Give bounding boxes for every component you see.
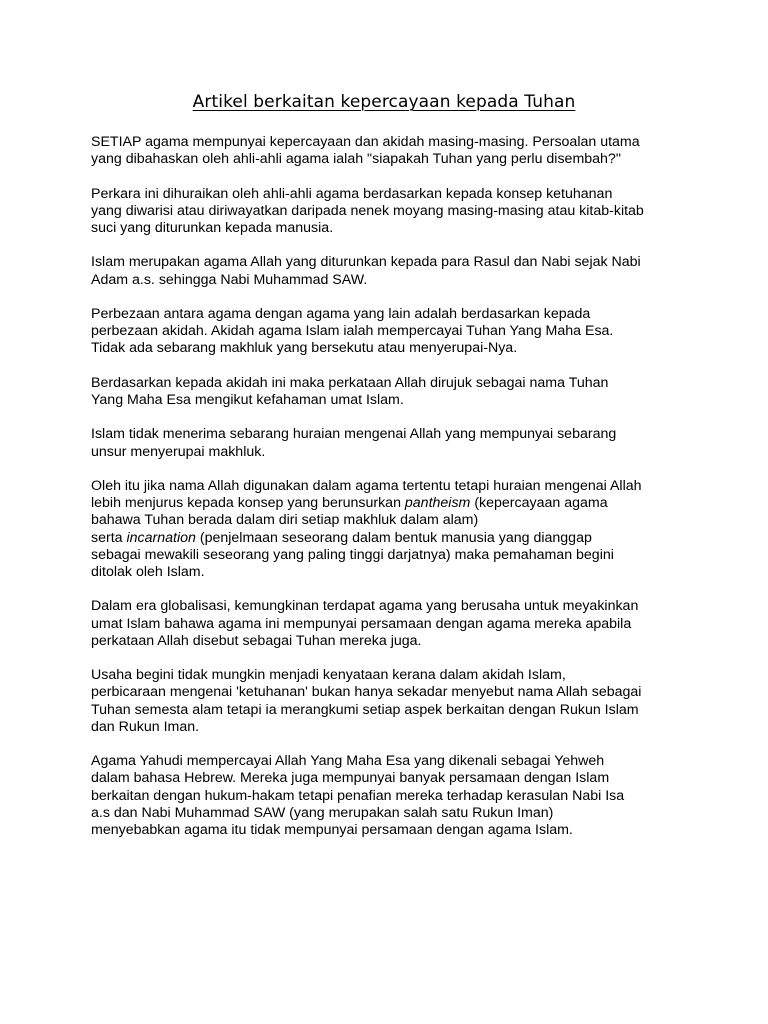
text-line: berkaitan dengan hukum-hakam tetapi penafian mereka terhadap kerasulan Nabi Isa <box>91 787 625 804</box>
paragraph-2 <box>91 186 691 238</box>
text-line: Perkara ini dihuraikan oleh ahli-ahli agama berdasarkan kepada konsep ketuhanan <box>91 185 613 202</box>
text-run: (penjelmaan seseorang dalam bentuk manusia yang dianggap <box>195 529 592 546</box>
text-run: serta <box>91 529 127 546</box>
text-line <box>91 530 691 547</box>
document-title: Artikel berkaitan kepercayaan kepada Tuhan <box>192 92 576 112</box>
document-body <box>91 134 691 856</box>
italic-term-incarnation: incarnation <box>126 529 196 546</box>
text-run: lebih menjurus kepada konsep yang berunsurkan <box>91 495 405 512</box>
text-run: (kepercayaan agama <box>470 495 608 512</box>
text-line: Perbezaan antara agama dengan agama yang lain adalah berdasarkan kepada <box>91 305 591 322</box>
text-line: unsur menyerupai makhluk. <box>91 443 266 460</box>
text-line: dalam bahasa Hebrew. Mereka juga mempunyai banyak persamaan dengan Islam <box>91 770 610 787</box>
text-line: perbicaraan mengenai 'ketuhanan' bukan hanya sekadar menyebut nama Allah sebagai <box>91 684 642 701</box>
paragraph-4 <box>91 306 691 358</box>
text-line: yang dibahaskan oleh ahli-ahli agama ialah "siapakah Tuhan yang perlu disembah?" <box>91 151 621 168</box>
paragraph-8 <box>91 598 691 650</box>
text-line: Islam merupakan agama Allah yang diturunkan kepada para Rasul dan Nabi sejak Nabi <box>91 254 641 271</box>
text-line: perbezaan akidah. Akidah agama Islam ialah mempercayai Tuhan Yang Maha Esa. <box>91 323 614 340</box>
text-line: Oleh itu jika nama Allah digunakan dalam agama tertentu tetapi huraian mengenai Allah <box>91 477 642 494</box>
text-line: umat Islam bahawa agama ini mempunyai persamaan dengan agama mereka apabila <box>91 615 632 632</box>
paragraph-9 <box>91 667 691 736</box>
text-line: yang diwarisi atau diriwayatkan daripada nenek moyang masing-masing atau kitab-kitab <box>91 202 644 219</box>
text-line: ditolak oleh Islam. <box>91 563 205 580</box>
paragraph-1 <box>91 134 691 168</box>
text-line: Berdasarkan kepada akidah ini maka perkataan Allah dirujuk sebagai nama Tuhan <box>91 374 609 391</box>
text-line: dan Rukun Iman. <box>91 718 200 735</box>
text-line: bahawa Tuhan berada dalam diri setiap makhluk dalam alam) <box>91 512 479 529</box>
text-line: Islam tidak menerima sebarang huraian mengenai Allah yang mempunyai sebarang <box>91 426 617 443</box>
paragraph-10 <box>91 753 691 839</box>
paragraph-6 <box>91 426 691 460</box>
text-line: menyebabkan agama itu tidak mempunyai persamaan dengan agama Islam. <box>91 821 573 838</box>
text-line: Adam a.s. sehingga Nabi Muhammad SAW. <box>91 271 368 288</box>
text-line: Tuhan semesta alam tetapi ia merangkumi setiap aspek berkaitan dengan Rukun Islam <box>91 701 639 718</box>
italic-term-pantheism: pantheism <box>404 495 471 512</box>
paragraph-3 <box>91 254 691 288</box>
text-line: Tidak ada sebarang makhluk yang bersekutu atau menyerupai-Nya. <box>91 340 518 357</box>
text-line: SETIAP agama mempunyai kepercayaan dan akidah masing-masing. Persoalan utama <box>91 134 640 150</box>
text-line: sebagai mewakili seseorang yang paling tinggi darjatnya) maka pemahaman begini <box>91 546 614 563</box>
text-line: a.s dan Nabi Muhammad SAW (yang merupakan salah satu Rukun Iman) <box>91 804 554 821</box>
text-line: Yang Maha Esa mengikut kefahaman umat Islam. <box>91 391 404 408</box>
text-line: Usaha begini tidak mungkin menjadi kenyataan kerana dalam akidah Islam, <box>91 667 566 684</box>
paragraph-7 <box>91 478 691 581</box>
paragraph-5 <box>91 375 691 409</box>
text-line: suci yang diturunkan kepada manusia. <box>91 220 334 236</box>
text-line <box>91 495 691 512</box>
text-line: perkataan Allah disebut sebagai Tuhan mereka juga. <box>91 632 422 649</box>
text-line: Agama Yahudi mempercayai Allah Yang Maha Esa yang dikenali sebagai Yehweh <box>91 753 605 770</box>
text-line: Dalam era globalisasi, kemungkinan terdapat agama yang berusaha untuk meyakinkan <box>91 598 639 615</box>
